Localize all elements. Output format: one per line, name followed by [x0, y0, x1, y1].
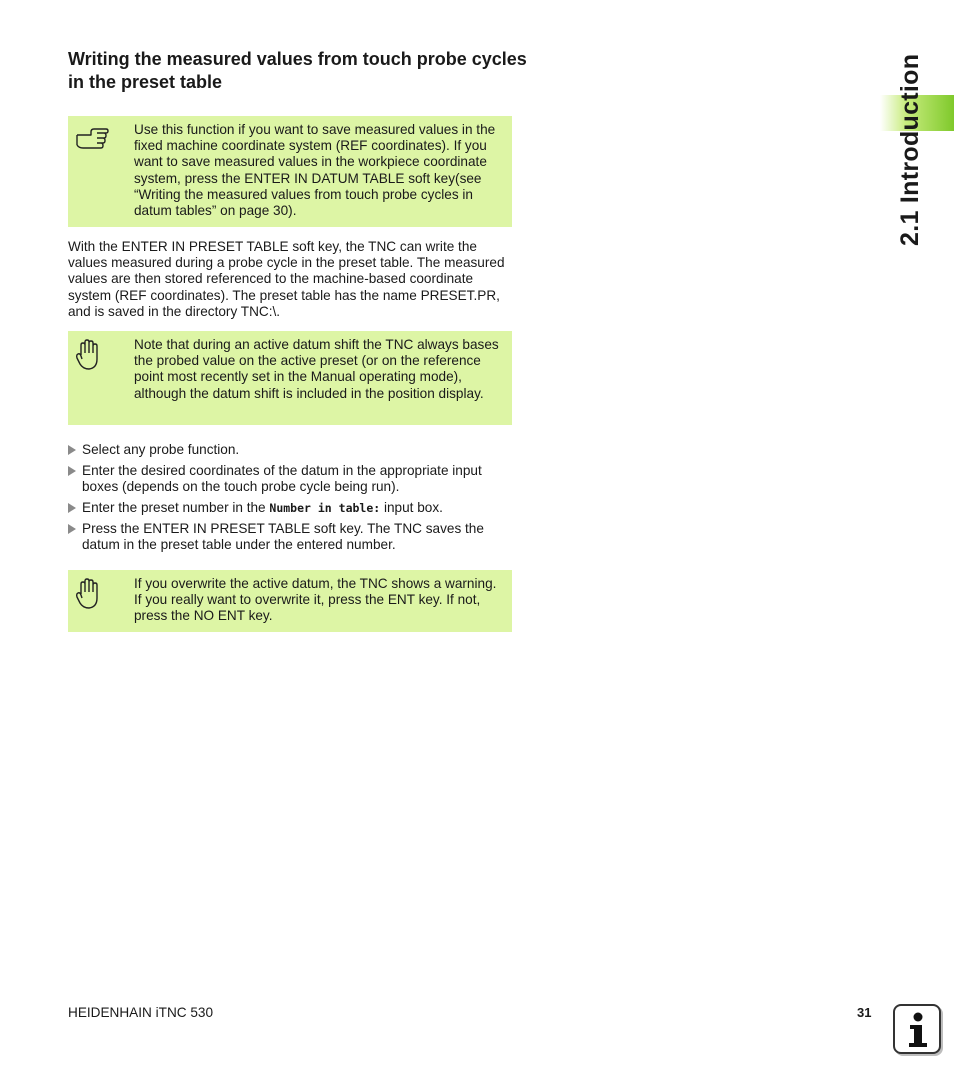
- step-arrow-icon: [68, 503, 76, 513]
- info-button[interactable]: [893, 1004, 941, 1054]
- step-text: Enter the desired coordinates of the datum in the appropriate input boxes (depends on the touch probe cycle being run).: [82, 462, 482, 494]
- list-item: [68, 442, 512, 458]
- page-number: 31: [857, 1005, 872, 1020]
- chapter-side-title: 2.1 Introduction: [896, 53, 924, 246]
- note-box-overwrite: [68, 570, 512, 632]
- hand-warning-icon: [75, 339, 109, 369]
- input-box-name: Number in table:: [269, 500, 381, 515]
- pointing-hand-icon: [75, 124, 109, 154]
- list-item: [68, 521, 512, 553]
- step-text: input box.: [380, 499, 443, 515]
- footer-product-name: HEIDENHAIN iTNC 530: [68, 1005, 214, 1020]
- list-item: [68, 500, 512, 516]
- info-icon: [907, 1012, 929, 1048]
- step-text: Enter the preset number in the: [82, 499, 270, 515]
- list-item: [68, 463, 512, 495]
- step-arrow-icon: [68, 524, 76, 534]
- step-text: Select any probe function.: [82, 442, 240, 457]
- note-text: Note that during an active datum shift the TNC always bases the probed value on the active preset (or on the reference point most recently set in the Manual operating mode), although the datum shift is included in the position display.: [134, 337, 499, 401]
- note-box-datum-shift: [68, 331, 512, 425]
- note-box-reference: [68, 116, 512, 227]
- section-heading: Writing the measured values from touch probe cycles in the preset table: [68, 49, 527, 92]
- note-text: If you overwrite the active datum, the TNC shows a warning. If you really want to overwrite it, press the ENT key. If not, press the NO ENT key.: [134, 576, 497, 624]
- step-arrow-icon: [68, 445, 76, 455]
- hand-warning-icon: [75, 578, 109, 608]
- body-paragraph: With the ENTER IN PRESET TABLE soft key, the TNC can write the values measured during a probe cycle in the preset table. The measured values are then stored referenced to the machine-based coordinate system (REF coordinates). The preset table has the name PRESET.PR, and is saved in the directory TNC:\.: [68, 239, 505, 319]
- note-text: Use this function if you want to save measured values in the fixed machine coordinate system (REF coordinates). If you want to save measured values in the workpiece coordinate system, press the ENTER IN DATUM TABLE soft key(see “Writing the measured values from touch probe cycles in datum tables” on page 30).: [134, 122, 496, 219]
- step-arrow-icon: [68, 466, 76, 476]
- step-text: Press the ENTER IN PRESET TABLE soft key. The TNC saves the datum in the preset table under the entered number.: [82, 520, 484, 552]
- instruction-list: [68, 442, 512, 558]
